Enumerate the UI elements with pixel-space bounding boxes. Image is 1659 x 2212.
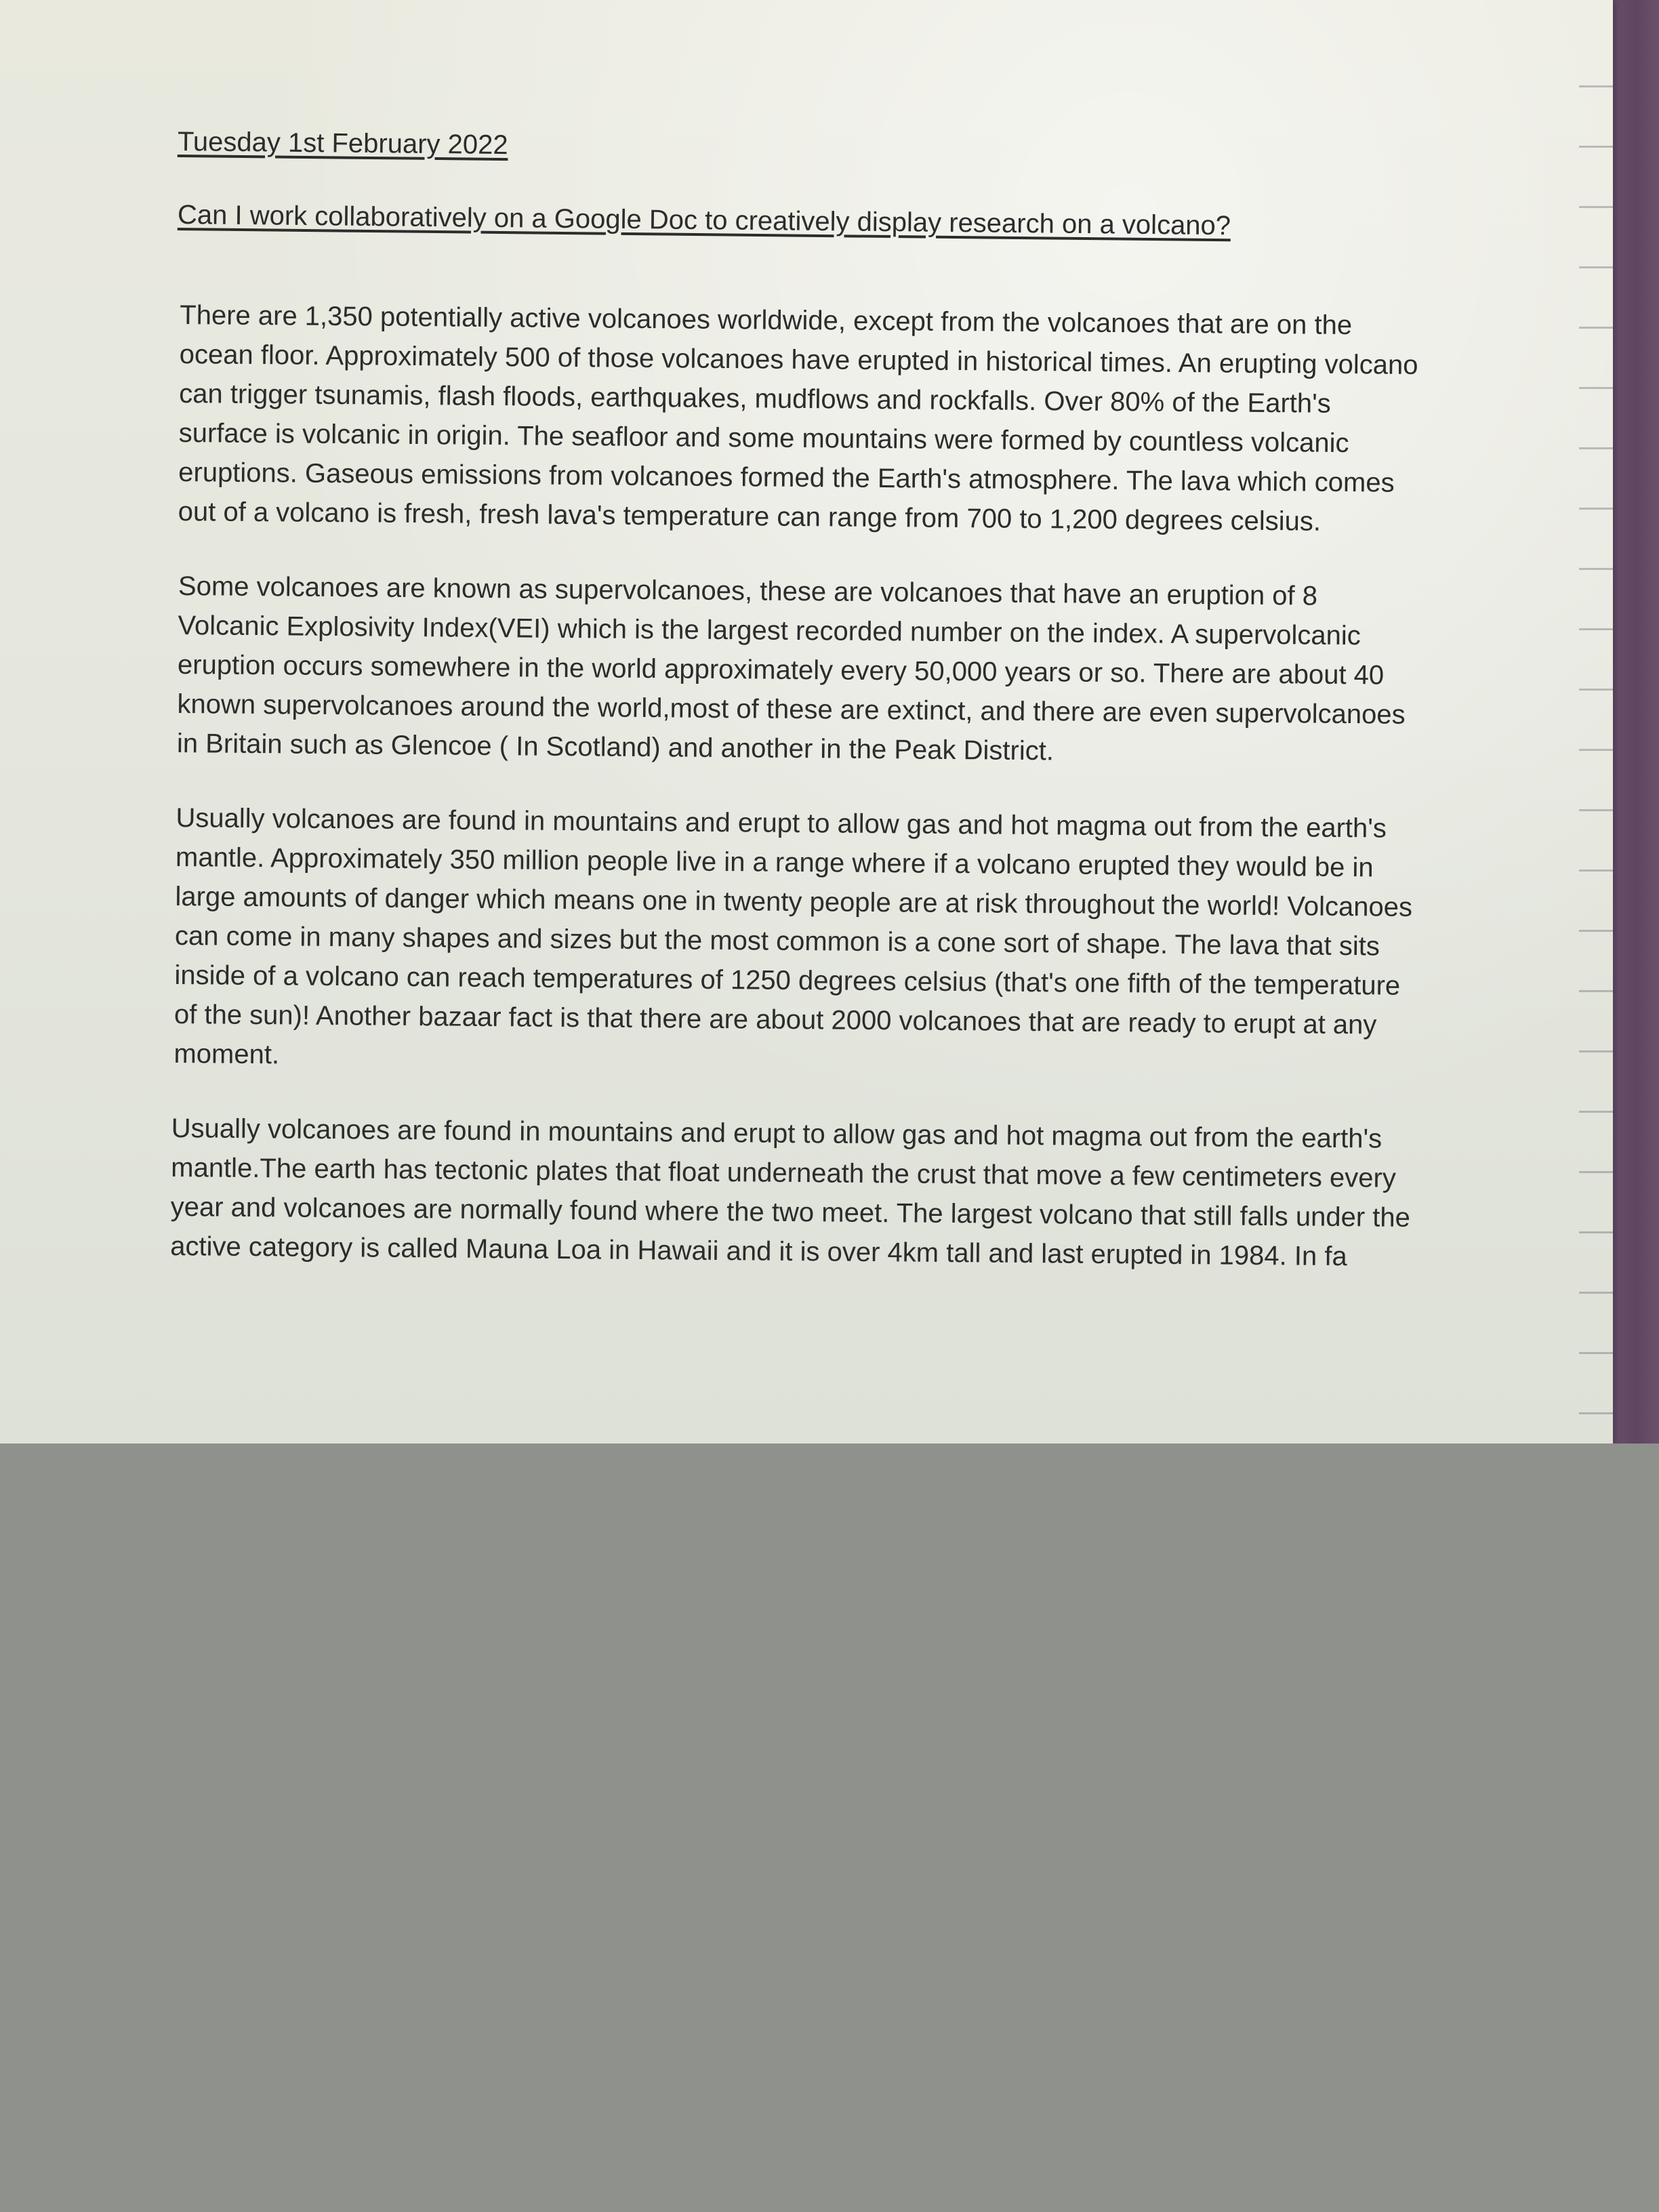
document-body xyxy=(170,122,1425,1301)
paragraph-4: Usually volcanoes are found in mountains and erupt to allow gas and hot magma out from the earth's mantle.The earth has tectonic plates that float underneath the crust that move a few centimeters every year and volcanoes are normally found where the two meet. The largest volcano that still falls under the active category is called Mauna Loa in Hawaii and it is over 4km tall and last erupted in 1984. In fa xyxy=(170,1113,1411,1272)
learning-question: Can I work collaboratively on a Google Doc to creatively display research on a volcano? xyxy=(177,200,1231,241)
document-date: Tuesday 1st February 2022 xyxy=(177,127,508,161)
paragraph-3: Usually volcanoes are found in mountains and erupt to allow gas and hot magma out from the earth's mantle. Approximately 350 million people live in a range where if a volcano erupted they would be in large amounts of danger which means one in twenty people are at risk throughout the world! Volcanoes can come in many shapes and sizes but the most common is a cone sort of shape. The lava that sits inside of a volcano can reach temperatures of 1250 degrees celsius (that's one fifth of the temperature of the sun)! Another bazaar fact is that there are about 2000 volcanoes that are ready to erupt at any moment. xyxy=(173,803,1413,1070)
paper-edge-marks xyxy=(1579,27,1613,1437)
paragraph-2: Some volcanoes are known as supervolcanoes, these are volcanoes that have an eruption of 8 Volcanic Explosivity Index(VEI) which is the largest recorded number on the index. A supervolcanic eruption occurs somewhere in the world approximately every 50,000 years or so. There are about 40 known supervolcanoes around the world,most of these are extinct, and there are even supervolcanoes in Britain such as Glencoe ( In Scotland) and another in the Peak District. xyxy=(176,571,1406,766)
desk-surface xyxy=(1612,0,1659,1443)
blank-gray-area xyxy=(0,1443,1659,2212)
paragraph-1: There are 1,350 potentially active volcanoes worldwide, except from the volcanoes that are on the ocean floor. Approximately 500 of those volcanoes have erupted in historical times. An erupting volcano can trigger tsunamis, flash floods, earthquakes, mudflows and rockfalls. Over 80% of the Earth's surface is volcanic in origin. The seafloor and some mountains were formed by countless volcanic eruptions. Gaseous emissions from volcanoes formed the Earth's atmosphere. The lava which comes out of a volcano is fresh, fresh lava's temperature can range from 700 to 1,200 degrees celsius. xyxy=(178,300,1418,537)
